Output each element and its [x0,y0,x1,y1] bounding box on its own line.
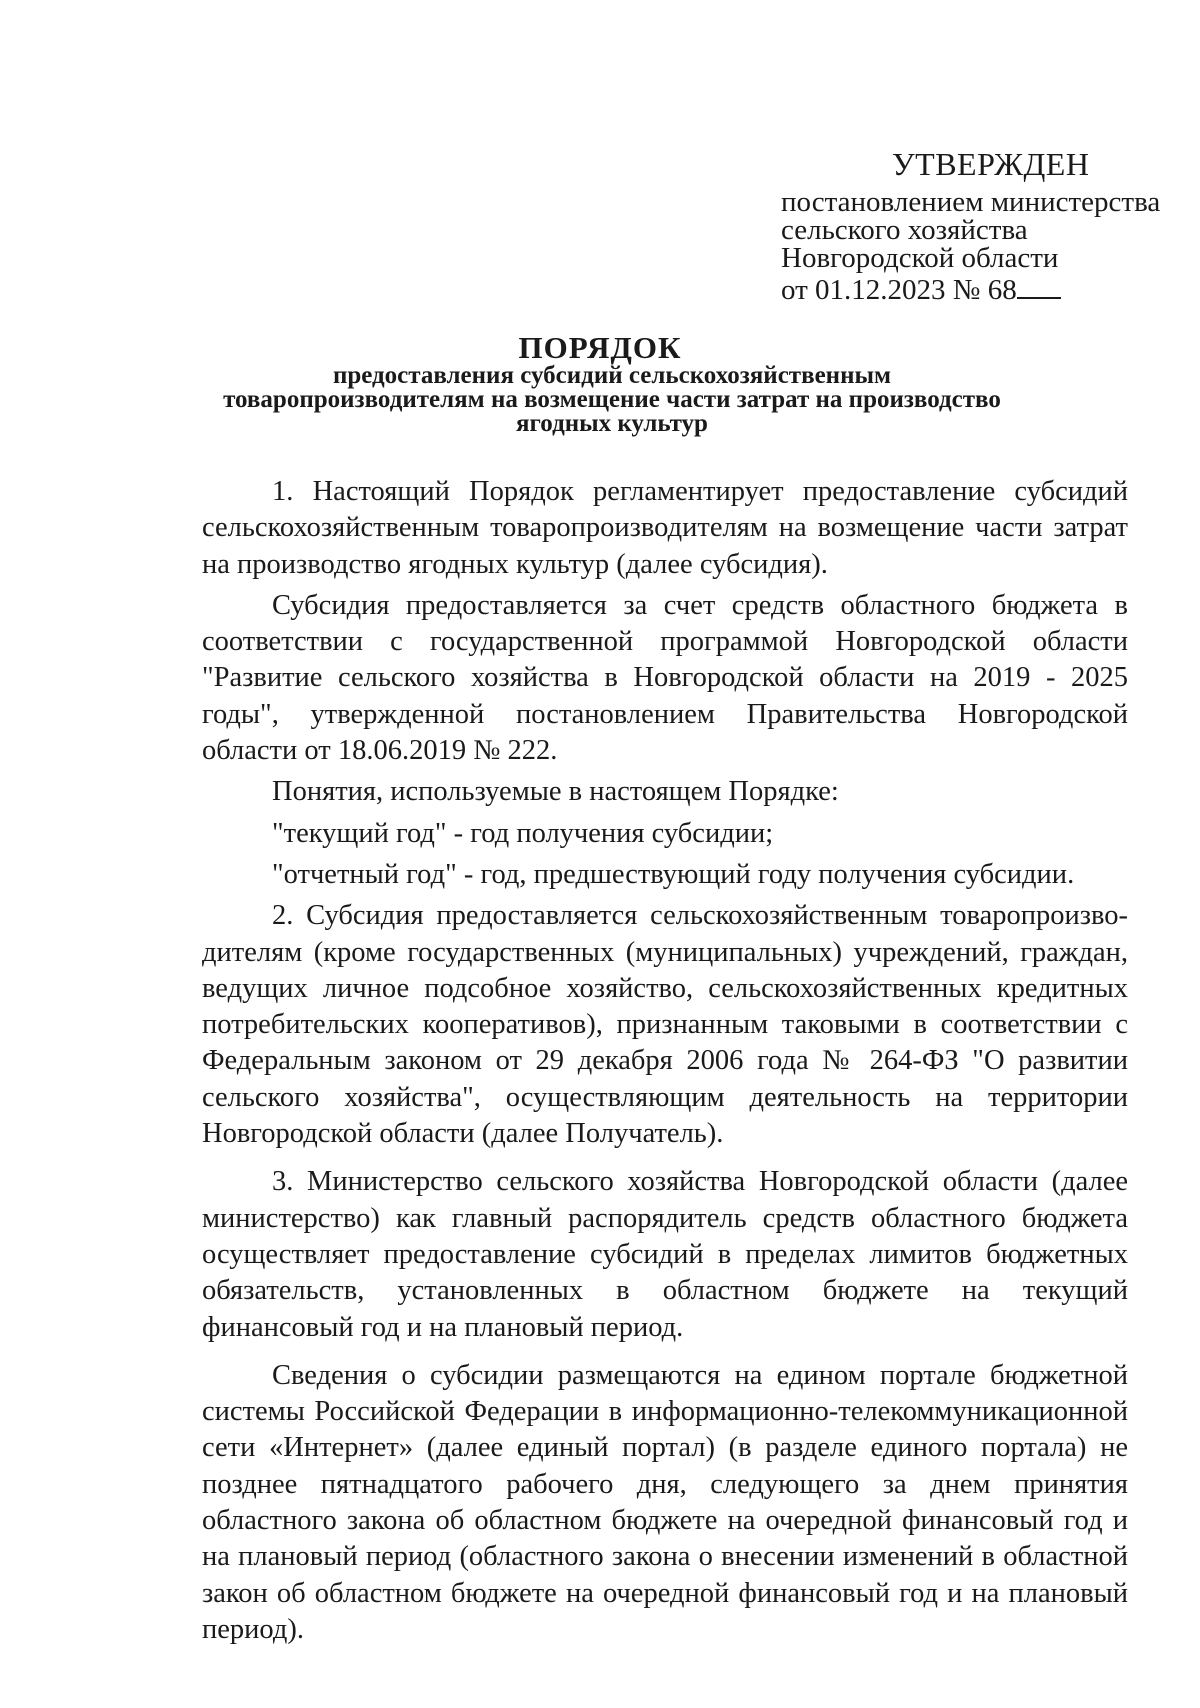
paragraph-8: Сведения о субсидии размещаются на едином портале бюджетной системы Российской Федерации в информационно-телекоммуникационной сети «Интернет» (далее единый портал) (в разделе единого портала) не позднее пятнадцатого рабочего дня, следующего за днем принятия областного закона об областном бюджете на очередной финансовый год и на плановый период (областного закона о внесении изменений в областной закон об областном бюджете на очередной финансовый год и на плановый период). [202,1359,1128,1645]
subtitle-line-1: предоставления субсидий сельскохозяйственным [332,362,892,389]
paragraph-3: Понятия, используемые в настоящем Порядке: [272,776,839,808]
approval-block [781,188,1160,272]
approval-line-3: Новгородской области [781,242,1059,274]
document-subtitle [160,364,1064,436]
underline-blank [1017,275,1061,299]
paragraph-2: Субсидия предоставляется за счет средств областного бюджета в соответствии с государственной программой Новгородской области "Развитие сельского хозяйства в Новгородской области на 2019 - 2025 годы", утвержденной постановлением Правительства Новгородской области от 18.06.2019 № 222. [202,589,1128,767]
paragraph-7: 3. Министерство сельского хозяйства Новгородской области (далее министерство) как главный распорядитель средств областного бюджета осуществляет предоставление субсидий в пределах лимитов бюджетных обязательств, установленных в областном бюджете на текущий финансовый год и на плановый период. [202,1166,1128,1343]
paragraph-1: 1. Настоящий Порядок регламентирует предоставление субсидий сельскохозяйственным товаропроизводителям на возмещение части затрат на производство ягодных культур (далее субсидия). [202,476,1128,580]
approval-line-2: сельского хозяйства [781,214,1028,246]
paragraph-5: "отчетный год" - год, предшествующий году получения субсидии. [272,858,1075,890]
approval-line-1: постановлением министерства [781,186,1161,218]
paragraph-6: 2. Субсидия предоставляется сельскохозяйственным товаропроизво-дителям (кроме государственных (муниципальных) учреждений, граждан, ведущих личное подсобное хозяйство, сельскохозяйственных кредитных потребительских кооперативов), признанным таковыми в соответствии с Федеральным законом от 29 декабря 2006 года № 264-ФЗ "О развитии сельского хозяйства", осуществляющим деятельность на территории Новгородской области (далее Получатель). [202,900,1128,1150]
subtitle-line-2: товаропроизводителям на возмещение части затрат на производство [223,386,1001,413]
approval-title: УТВЕРЖДЕН [892,146,1090,182]
approval-date-text: от 01.12.2023 № 68 [781,274,1017,306]
document-title: ПОРЯДОК [518,330,682,365]
approval-date-line [781,272,1061,308]
subtitle-line-3: ягодных культур [516,410,708,437]
document-body [202,474,1128,1648]
paragraph-4: "текущий год" - год получения субсидии; [272,817,774,849]
